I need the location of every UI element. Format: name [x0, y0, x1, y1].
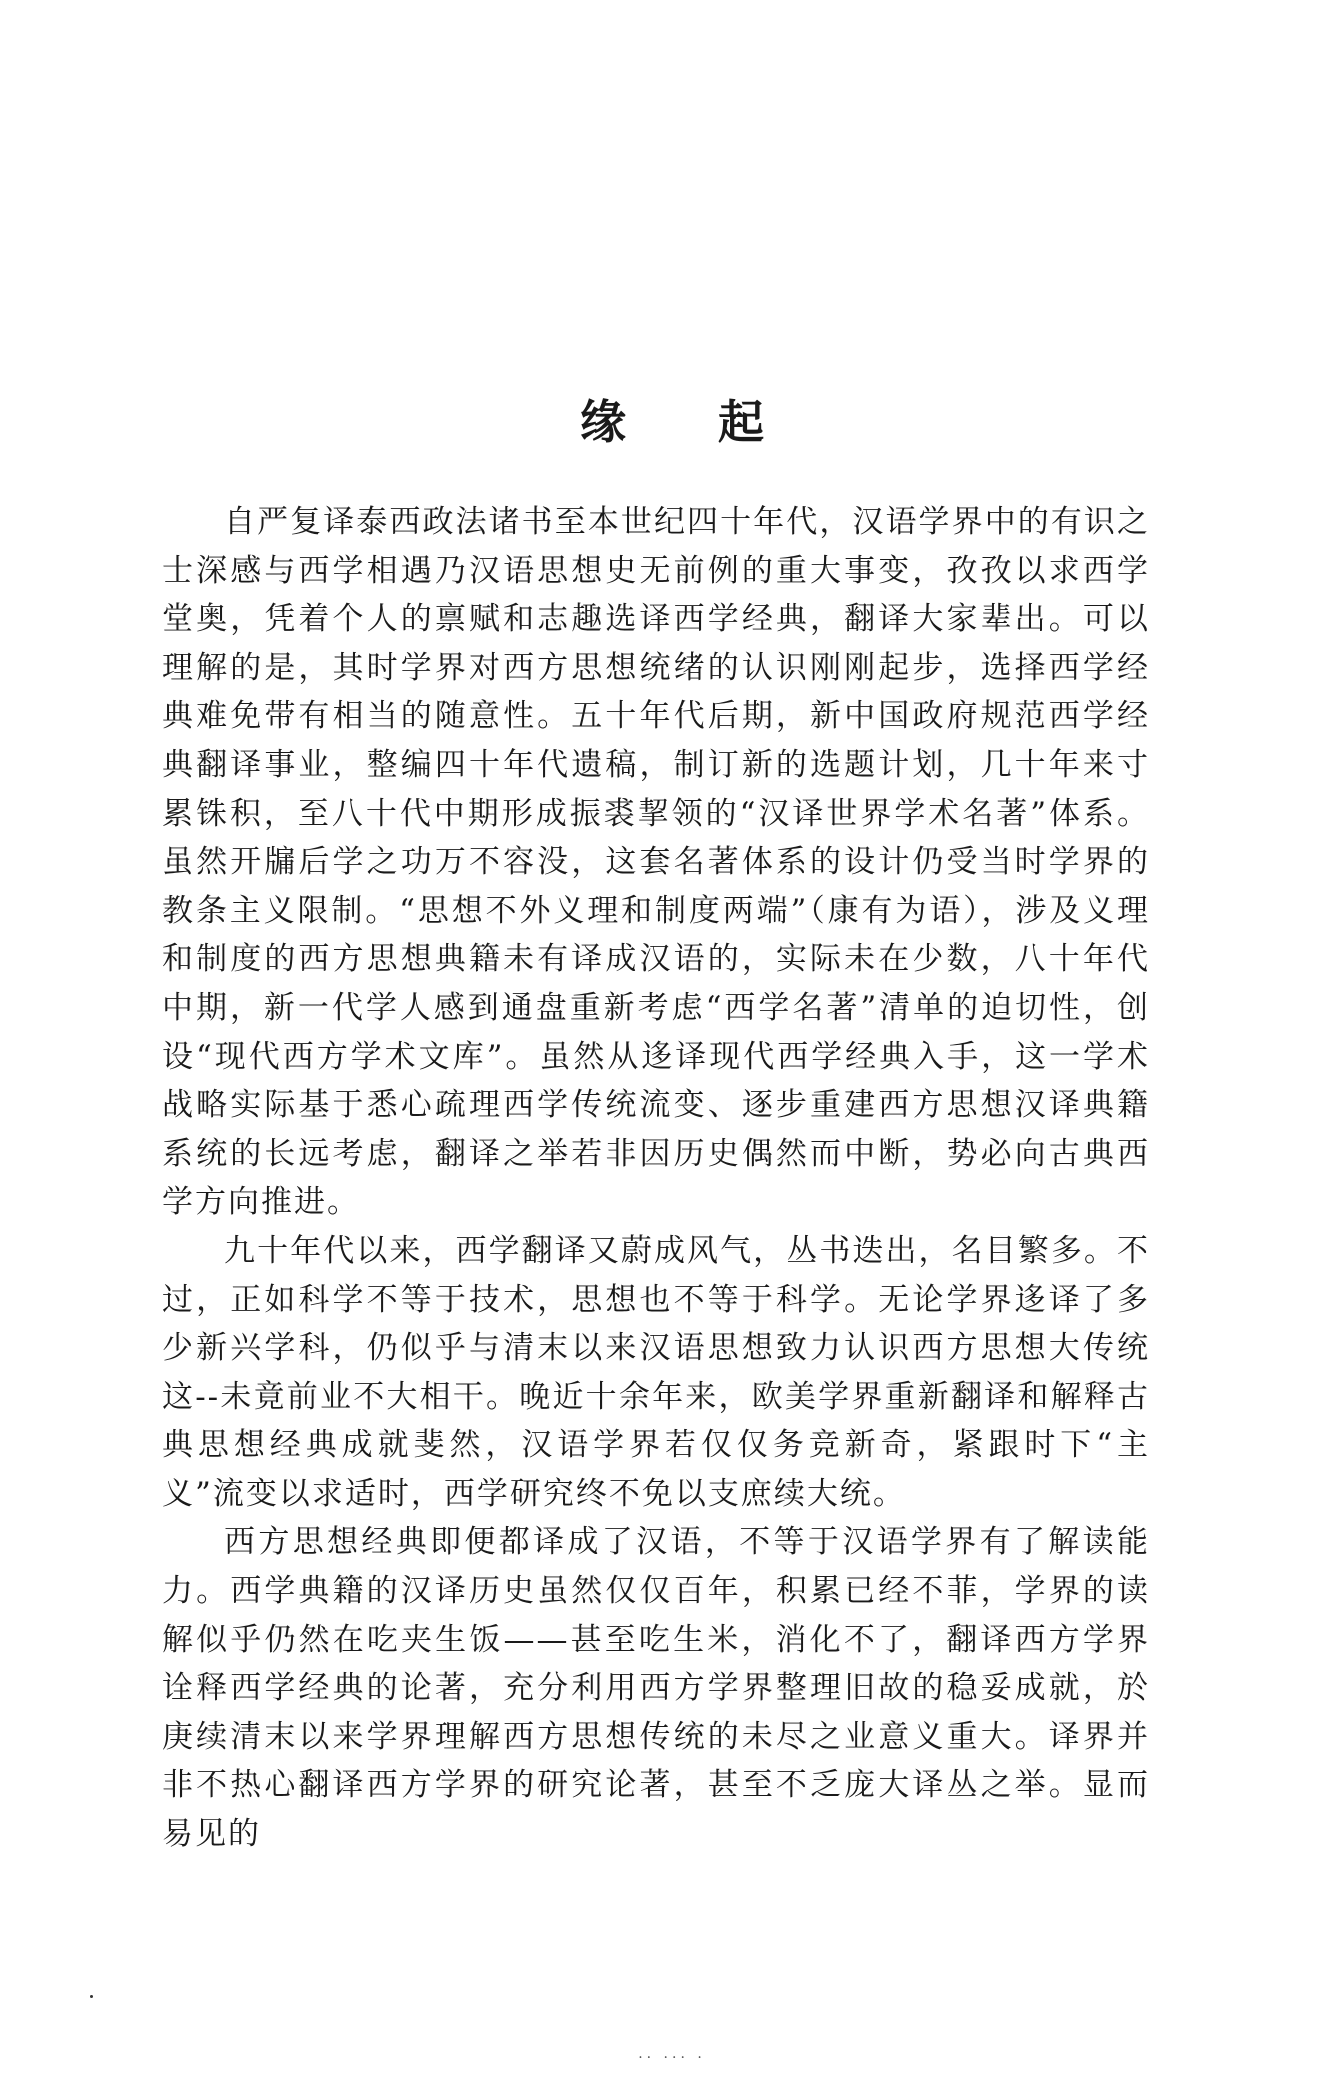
footer-mark: ·· ··· · — [638, 2050, 706, 2066]
paragraph-1: 自严复译泰西政法诸书至本世纪四十年代，汉语学界中的有识之士深感与西学相遇乃汉语思想史无前例的重大事变，孜孜以求西学堂奥，凭着个人的禀赋和志趣选译西学经典，翻译大家辈出。可以理解的是，其时学界对西方思想统绪的认识刚刚起步，选择西学经典难免带有相当的随意性。五十年代后期，新中国政府规范西学经典翻译事业，整编四十年代遗稿，制订新的选题计划，几十年来寸累铢积，至八十代中期形成振裘挈领的“汉译世界学术名著”体系。虽然开牖后学之功万不容没，这套名著体系的设计仍受当时学界的教条主义限制。“思想不外义理和制度两端”（康有为语），涉及义理和制度的西方思想典籍未有译成汉语的，实际未在少数，八十年代中期，新一代学人感到通盘重新考虑“西学名著”清单的迫切性，创设“现代西方学术文库”。虽然从迻译现代西学经典入手，这一学术战略实际基于悉心疏理西学传统流变、逐步重建西方思想汉译典籍系统的长远考虑，翻译之举若非因历史偶然而中断，势必向古典西学方向推进。 — [162, 504, 1150, 1221]
page-title: 缘 起 — [579, 395, 802, 449]
paragraph-2: 九十年代以来，西学翻译又蔚成风气，丛书迭出，名目繁多。不过，正如科学不等于技术，思想也不等于科学。无论学界迻译了多少新兴学科，仍似乎与清末以来汉语思想致力认识西方思想大传统这--未竟前业不大相干。晚近十余年来，欧美学界重新翻译和解释古典思想经典成就斐然，汉语学界若仅仅务竞新奇，紧跟时下“主义”流变以求适时，西学研究终不免以支庶续大统。 — [162, 1232, 1150, 1512]
scan-speck — [90, 1995, 93, 1998]
body-text — [162, 498, 1150, 1859]
paragraph-3: 西方思想经典即便都译成了汉语，不等于汉语学界有了解读能力。西学典籍的汉译历史虽然仅仅百年，积累已经不菲，学界的读解似乎仍然在吃夹生饭——甚至吃生米，消化不了，翻译西方学界诠释西学经典的论著，充分利用西方学界整理旧故的稳妥成就，於庚续清末以来学界理解西方思想传统的未尽之业意义重大。译界并非不热心翻译西方学界的研究论著，甚至不乏庞大译丛之举。显而易见的 — [162, 1524, 1150, 1853]
